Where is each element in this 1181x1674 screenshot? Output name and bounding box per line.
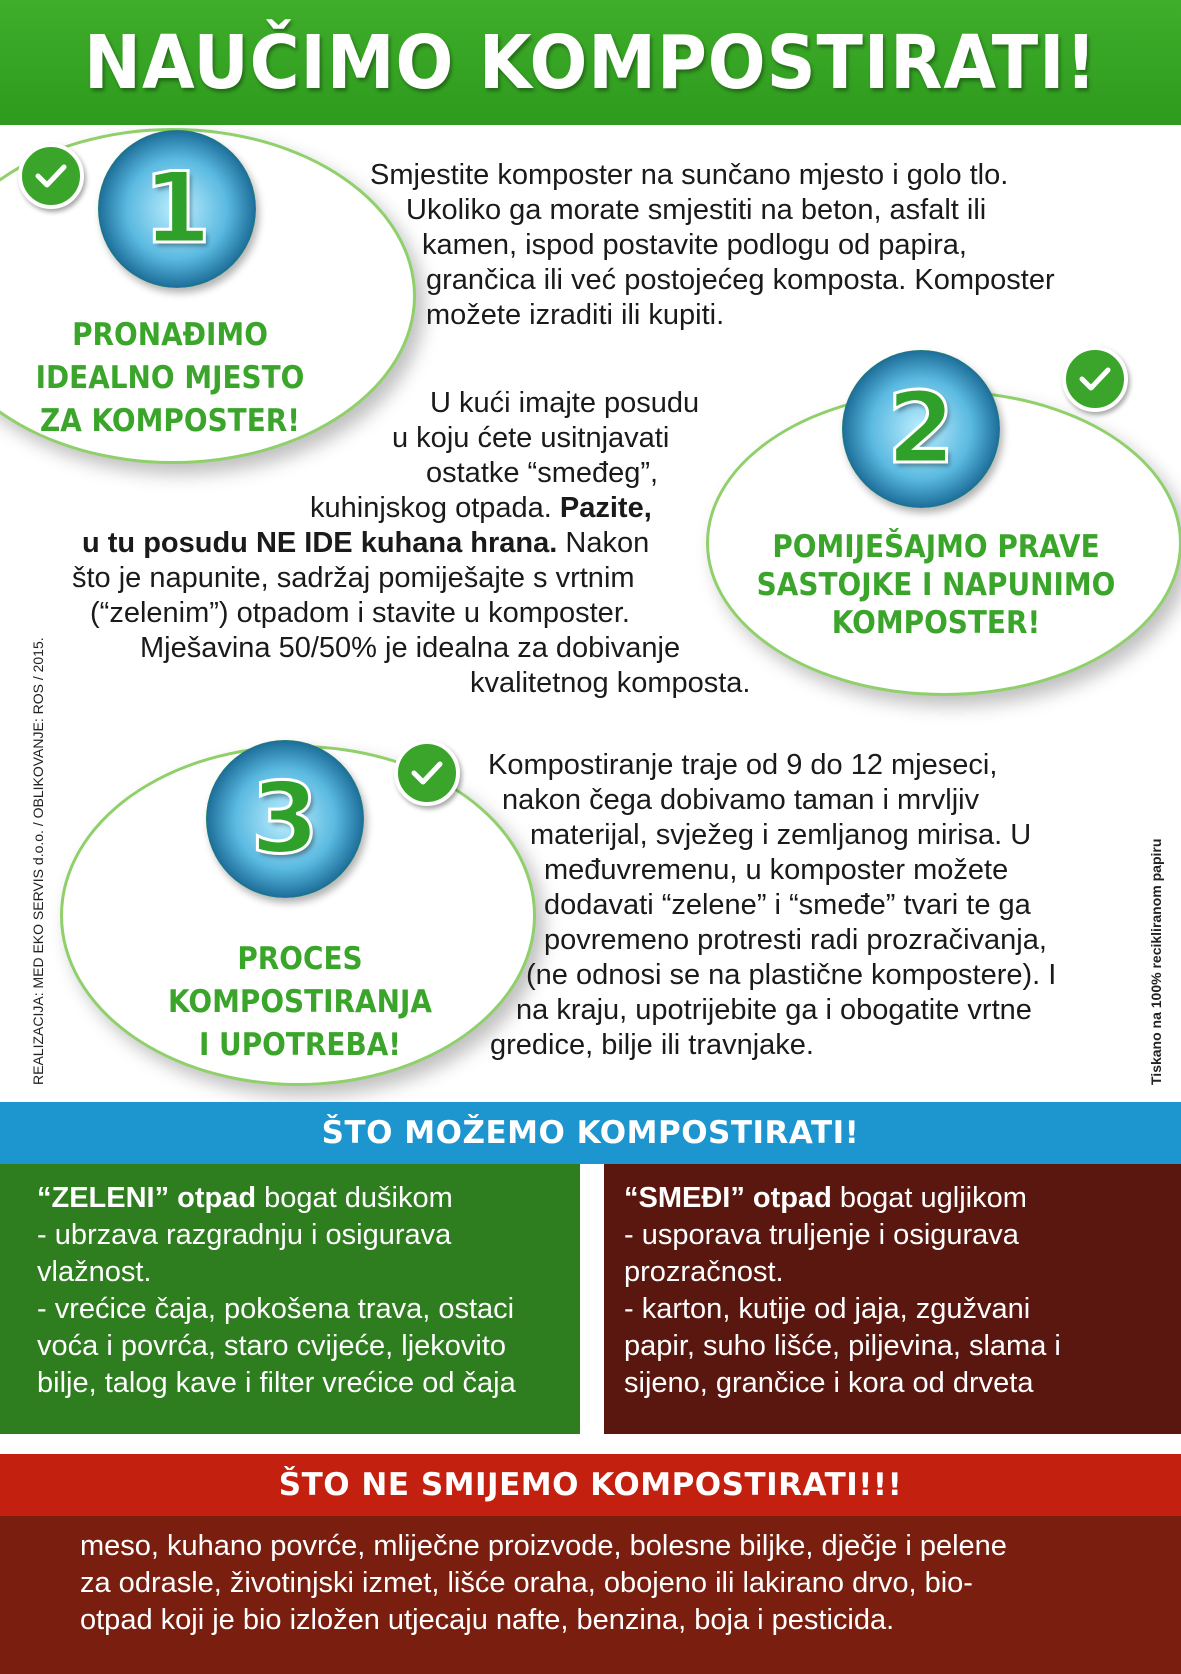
step-2-text: U kući imajte posudu u koju ćete usitnjavati ostatke “smeđeg”, kuhinjskog otpada. Pazite, u tu posudu NE IDE kuhana hrana. Nakon što je napunite, sadržaj pomiješajte s vrtnim (“zelenim”) otpadom i stavite u komposter. Mješavina 50/50% je idealna za dobivanje kvalitetnog komposta.	[72, 387, 751, 699]
recycled-paper-note: Tiskano na 100% recikliranom papiru	[1148, 838, 1164, 1085]
step-2-title: POMIJEŠAJMO PRAVE SASTOJKE I NAPUNIMO KOMPOSTER!	[756, 529, 1116, 641]
step-1-number: 1	[142, 152, 212, 266]
can-compost-bar	[0, 1102, 1181, 1164]
step-2-check-icon	[1062, 346, 1128, 412]
brown-waste-panel: “SMEĐI” otpad bogat ugljikom - usporava truljenje i osigurava prozračnost. - karton, kutije od jaja, zgužvani papir, suho lišće, piljevina, slama i sijeno, grančice i kora od drveta	[604, 1164, 1181, 1434]
cannot-compost-panel: meso, kuhano povrće, mliječne proizvode, bolesne biljke, dječje i pelene za odrasle, životinjski izmet, lišće oraha, obojeno ili lakirano drvo, bio- otpad koji je bio izložen utjecaju nafte, benzina, boja i pesticida.	[0, 1516, 1181, 1674]
step-3-check-icon	[394, 740, 460, 806]
step-2-number: 2	[886, 372, 956, 486]
step-3-medal	[206, 740, 364, 898]
page-header	[0, 0, 1181, 125]
green-waste-panel: “ZELENI” otpad bogat dušikom - ubrzava razgradnju i osigurava vlažnost. - vrećice čaja, pokošena trava, ostaci voća i povrća, staro cvijeće, ljekovito bilje, talog kave i filter vrećice od čaja	[0, 1164, 580, 1434]
step-3-title: PROCES KOMPOSTIRANJA I UPOTREBA!	[168, 941, 432, 1063]
can-compost-title: ŠTO MOŽEMO KOMPOSTIRATI!	[321, 1115, 860, 1151]
cannot-compost-bar	[0, 1454, 1181, 1516]
cannot-compost-title: ŠTO NE SMIJEMO KOMPOSTIRATI!!!	[278, 1467, 903, 1503]
step-1-title: PRONAĐIMO IDEALNO MJESTO ZA KOMPOSTER!	[35, 317, 305, 439]
step-1-text: Smjestite komposter na sunčano mjesto i golo tlo. Ukoliko ga morate smjestiti na beton, asfalt ili kamen, ispod postavite podlogu od papira, grančica ili već postojećeg komposta. Komposter možete izraditi ili kupiti.	[370, 159, 1055, 331]
page-title: NAUČIMO KOMPOSTIRATI!	[83, 19, 1098, 106]
step-3-number: 3	[250, 762, 320, 876]
step-1-medal	[98, 130, 256, 288]
step-2-medal	[842, 350, 1000, 508]
credits-text: REALIZACIJA: MED EKO SERVIS d.o.o. / OBLIKOVANJE: ROS / 2015.	[30, 637, 46, 1085]
step-1-check-icon	[18, 143, 84, 209]
step-3-text: Kompostiranje traje od 9 do 12 mjeseci, nakon čega dobivamo taman i mrvljiv materijal, svježeg i zemljanog mirisa. U međuvremenu, u komposter možete dodavati “zelene” i “smeđe” tvari te ga povremeno protresti radi prozračivanja, (ne odnosi se na plastične kompostere). I na kraju, upotrijebite ga i obogatite vrtne gredice, bilje ili travnjake.	[488, 749, 1057, 1061]
